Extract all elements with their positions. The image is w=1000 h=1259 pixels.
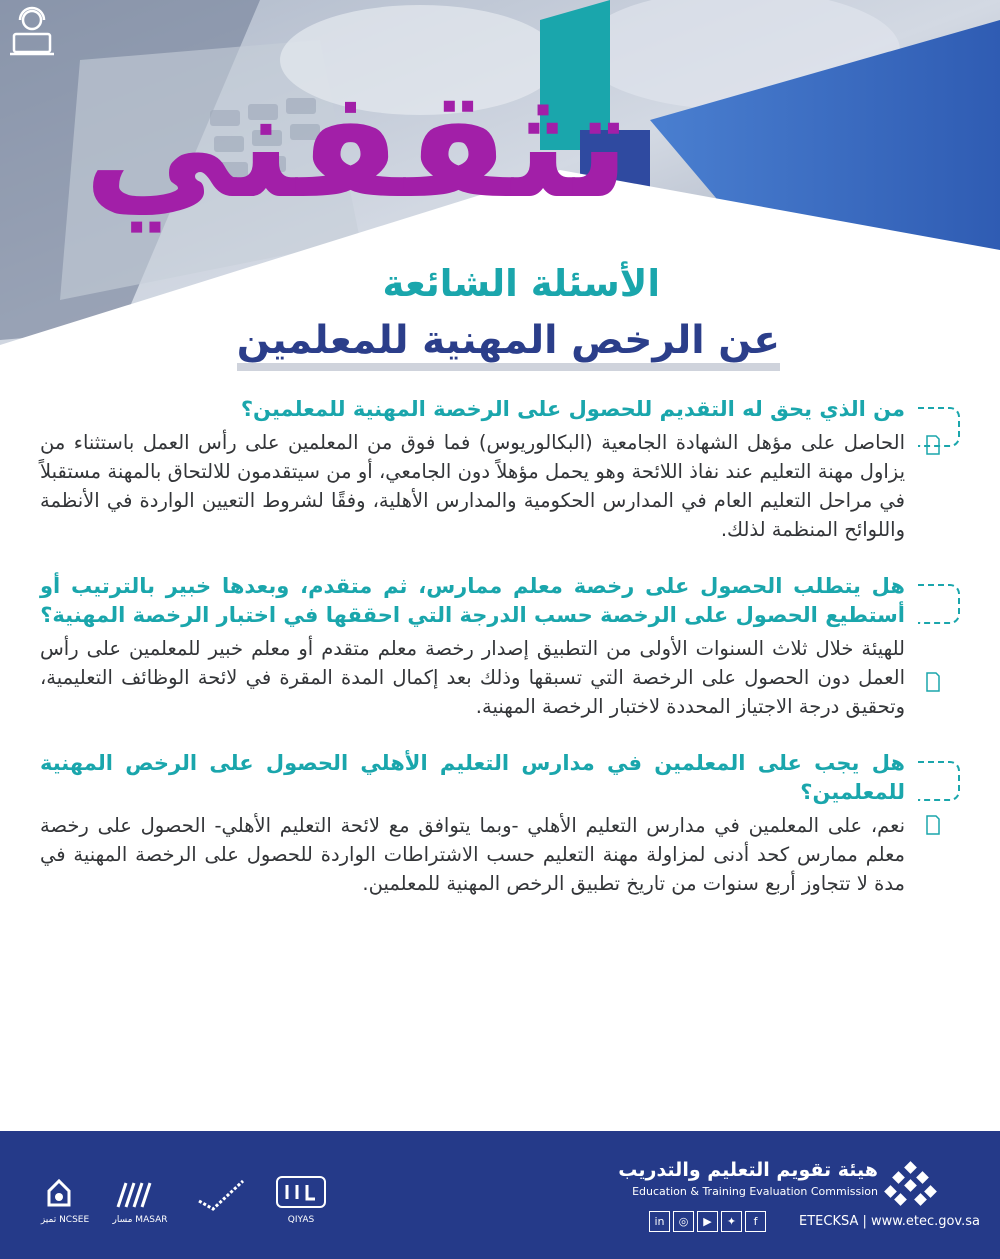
document-icon	[925, 672, 941, 692]
accreditation-logo	[195, 1175, 247, 1223]
faq-answer: للهيئة خلال ثلاث السنوات الأولى من التطبيق إصدار رخصة معلم متقدم أو معلم خبير للمعلمين على رأس العمل دون الحصول على الرخصة التي تسبقها وذلك بعد إكمال المدة المقرة في لائحة الوظائف التعليمية، وتحقيق درجة الاجتياز المحددة لاختبار الرخصة المهنية.	[40, 637, 905, 718]
facebook-icon[interactable]: f	[745, 1211, 766, 1232]
social-links	[649, 1211, 766, 1232]
accreditation-logo-mark	[195, 1175, 247, 1215]
page-subtitle-text: عن الرخص المهنية للمعلمين	[237, 318, 780, 371]
partner-label: تميز NCSEE	[40, 1215, 90, 1225]
faq-answer: نعم، على المعلمين في مدارس التعليم الأهلي -وبما يتوافق مع لائحة التعليم الأهلي- الحصول على رخصة معلم ممارس كحد أدنى لمزاولة مهنة التعليم حسب الاشتراطات الواردة للحصول على الرخصة المهنية في مدة لا تتجاوز أربع سنوات من تاريخ تطبيق الرخص المهنية للمعلمين.	[40, 814, 905, 895]
faq-item	[40, 395, 905, 544]
partner-label: QIYAS	[287, 1215, 315, 1225]
faq-question: هل يجب على المعلمين في مدارس التعليم الأهلي الحصول على الرخص المهنية للمعلمين؟	[40, 751, 905, 804]
question-bracket-icon	[918, 584, 960, 624]
page-title: الأسئلة الشائعة	[382, 262, 660, 305]
headset-agent-icon	[0, 0, 64, 64]
qiyas-logo	[275, 1175, 327, 1223]
qiyas-logo-mark	[275, 1175, 327, 1215]
faq-answer: الحاصل على مؤهل الشهادة الجامعية (البكالوريوس) فما فوق من المعلمين على رأس العمل باستثناء من يزاول مهنة التعليم عند نفاذ اللائحة وهو يحمل مؤهلاً دون الجامعي، أو من سيتقدمون للالتحاق بالمهنة مستقبلاً في مراحل التعليم العام في المدارس الحكومية والمدارس الأهلية، وفقًا لشروط التعيين الواردة في الأنظمة واللوائح المنظمة لذلك.	[40, 431, 905, 541]
brand-wordmark: تثقفني	[83, 58, 630, 232]
document-icon	[925, 815, 941, 835]
linkedin-icon[interactable]: in	[649, 1211, 670, 1232]
tamayuz-logo-mark	[35, 1175, 95, 1215]
faq-question: هل يتطلب الحصول على رخصة معلم ممارس، ثم متقدم، وبعدها خبير بالترتيب أو أستطيع الحصول على الرخصة حسب الدرجة التي احققها في اختبار الرخصة المهنية؟	[40, 574, 905, 627]
instagram-icon[interactable]: ◎	[673, 1211, 694, 1232]
masar-logo	[110, 1175, 170, 1223]
twitter-icon[interactable]: ✦	[721, 1211, 742, 1232]
website-handle[interactable]: ETECKSA | www.etec.gov.sa	[799, 1214, 980, 1229]
faq-item	[40, 749, 905, 898]
etec-logo	[884, 1161, 938, 1207]
faq-item	[40, 572, 905, 721]
masar-logo-mark	[110, 1175, 170, 1215]
partner-label: مسار MASAR	[112, 1215, 168, 1225]
org-name-english: Education & Training Evaluation Commission	[632, 1185, 878, 1198]
faq-list	[40, 395, 905, 926]
footer-bar	[0, 1131, 1000, 1259]
page-subtitle	[200, 318, 780, 363]
question-bracket-icon	[918, 761, 960, 801]
org-name-arabic: هيئة تقويم التعليم والتدريب	[618, 1159, 878, 1181]
youtube-icon[interactable]: ▶	[697, 1211, 718, 1232]
faq-question: من الذي يحق له التقديم للحصول على الرخصة المهنية للمعلمين؟	[240, 397, 905, 421]
document-icon	[925, 435, 941, 455]
tamayuz-logo	[35, 1175, 95, 1223]
